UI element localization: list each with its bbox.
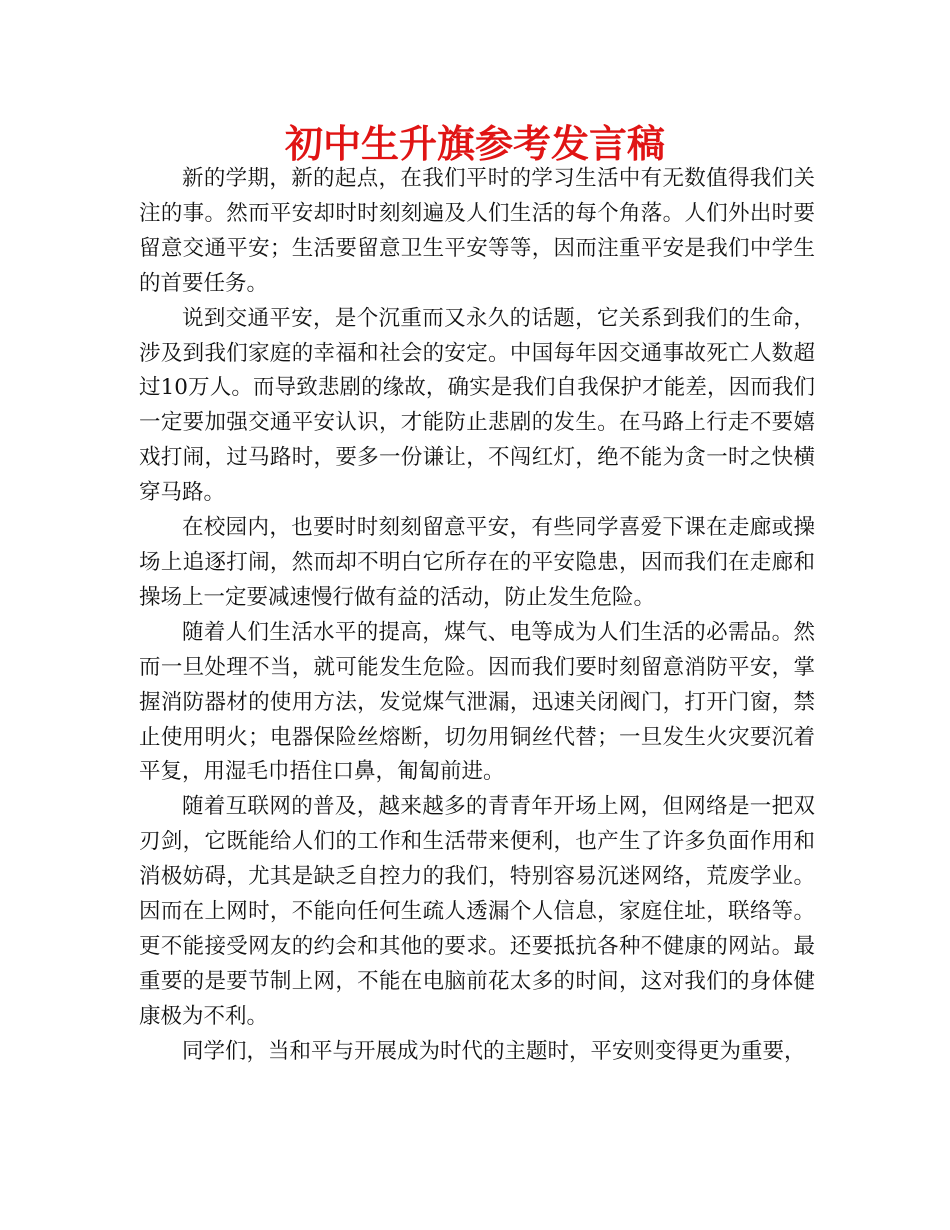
document-body xyxy=(139,162,815,1070)
paragraph-1: 新的学期，新的起点，在我们平时的学习生活中有无数值得我们关注的事。然而平安却时时刻刻遍及人们生活的每个角落。人们外出时要留意交通平安；生活要留意卫生平安等等，因而注重平安是我们中学生的首要任务。 xyxy=(139,166,815,296)
paragraph-4: 随着人们生活水平的提高，煤气、电等成为人们生活的必需品。然而一旦处理不当，就可能发生危险。因而我们要时刻留意消防平安，掌握消防器材的使用方法，发觉煤气泄漏，迅速关闭阀门，打开门窗，禁止使用明火；电器保险丝熔断，切勿用铜丝代替；一旦发生火灾要沉着平复，用湿毛巾捂住口鼻，匍匐前进。 xyxy=(139,619,815,785)
paragraph-6: 同学们，当和平与开展成为时代的主题时，平安则变得更为重要， xyxy=(182,1038,806,1064)
paragraph-3: 在校园内，也要时时刻刻留意平安，有些同学喜爱下课在走廊或操场上追逐打闹，然而却不明白它所存在的平安隐患，因而我们在走廊和操场上一定要减速慢行做有益的活动，防止发生危险。 xyxy=(139,515,815,610)
document-title: 初中生升旗参考发言稿 xyxy=(284,122,665,166)
paragraph-5: 随着互联网的普及，越来越多的青青年开场上网，但网络是一把双刃剑，它既能给人们的工作和生活带来便利，也产生了许多负面作用和消极妨碍，尤其是缺乏自控力的我们，特别容易沉迷网络，荒废学业。因而在上网时，不能向任何生疏人透漏个人信息，家庭住址，联络等。更不能接受网友的约会和其他的要求。还要抵抗各种不健康的网站。最重要的是要节制上网，不能在电脑前花太多的时间，这对我们的身体健康极为不利。 xyxy=(139,794,815,1029)
paragraph-2: 说到交通平安，是个沉重而又永久的话题，它关系到我们的生命，涉及到我们家庭的幸福和社会的安定。中国每年因交通事故死亡人数超过10万人。而导致悲剧的缘故，确实是我们自我保护才能差，因而我们一定要加强交通平安认识，才能防止悲剧的发生。在马路上行走不要嬉戏打闹，过马路时，要多一份谦让，不闯红灯，绝不能为贪一时之快横穿马路。 xyxy=(139,305,815,506)
